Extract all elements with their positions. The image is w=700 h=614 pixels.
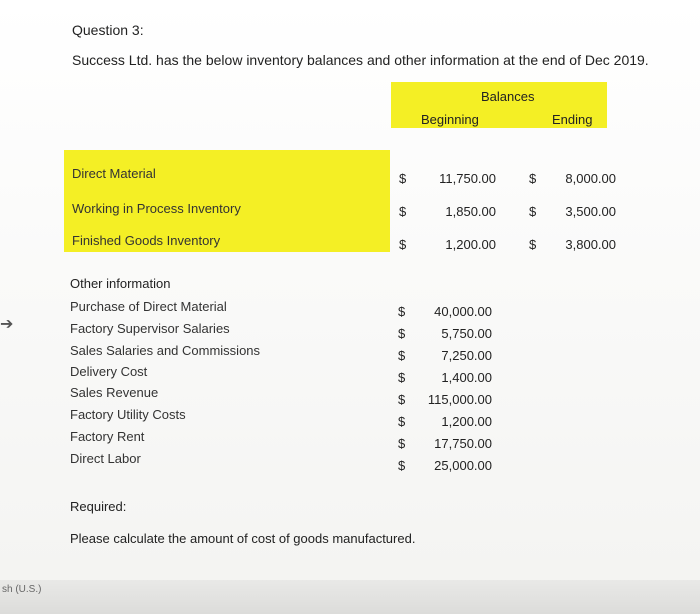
inventory-beginning-value: 11,750.00: [439, 171, 496, 186]
ending-heading: Ending: [552, 112, 593, 127]
inventory-currency-ending: $: [529, 204, 537, 219]
other-item-label: Direct Labor: [70, 451, 141, 466]
other-item-label: Sales Salaries and Commissions: [70, 343, 261, 358]
other-item-value: 25,000.00: [434, 458, 492, 473]
inventory-label-wip: Working in Process Inventory: [72, 201, 241, 216]
inventory-ending-value: 3,500.00: [565, 204, 616, 219]
inventory-label-finished-goods: Finished Goods Inventory: [72, 233, 221, 248]
other-item-label: Delivery Cost: [70, 364, 148, 379]
inventory-currency-beginning: $: [399, 237, 407, 252]
other-item-currency: $: [398, 458, 406, 473]
inventory-ending-value: 3,800.00: [565, 237, 616, 252]
other-item-value: 1,200.00: [441, 414, 492, 429]
other-item-currency: $: [398, 370, 406, 385]
other-item-value: 17,750.00: [434, 436, 492, 451]
other-item-value: 5,750.00: [441, 326, 492, 341]
other-item-currency: $: [398, 348, 406, 363]
other-item-label: Factory Utility Costs: [70, 407, 186, 422]
other-info-title: Other information: [70, 276, 171, 291]
required-title: Required:: [70, 499, 127, 514]
taskbar-strip: [0, 580, 700, 614]
inventory-beginning-value: 1,850.00: [445, 204, 496, 219]
other-item-value: 115,000.00: [427, 392, 492, 407]
other-item-currency: $: [398, 414, 406, 429]
question-title: Question 3:: [72, 22, 144, 38]
language-indicator: sh (U.S.): [2, 584, 42, 595]
other-item-label: Sales Revenue: [70, 385, 159, 400]
other-item-value: 40,000.00: [434, 304, 492, 319]
beginning-heading: Beginning: [421, 112, 479, 127]
inventory-currency-beginning: $: [399, 204, 407, 219]
inventory-currency-beginning: $: [399, 171, 407, 186]
inventory-currency-ending: $: [529, 171, 537, 186]
other-item-label: Factory Supervisor Salaries: [70, 321, 230, 336]
other-item-currency: $: [398, 326, 406, 341]
inventory-beginning-value: 1,200.00: [445, 237, 496, 252]
question-description: Success Ltd. has the below inventory balances and other information at the end of Dec 2019.: [72, 52, 649, 68]
other-item-value: 7,250.00: [441, 348, 492, 363]
other-item-label: Factory Rent: [70, 429, 145, 444]
other-item-value: 1,400.00: [441, 370, 492, 385]
other-item-currency: $: [398, 436, 406, 451]
other-item-currency: $: [398, 392, 406, 407]
balances-heading: Balances: [481, 89, 535, 104]
cursor-arrow-icon: ➔: [0, 316, 14, 333]
other-item-label: Purchase of Direct Material: [70, 299, 227, 314]
other-item-currency: $: [398, 304, 406, 319]
inventory-ending-value: 8,000.00: [565, 171, 616, 186]
inventory-label-direct-material: Direct Material: [72, 166, 156, 181]
inventory-currency-ending: $: [529, 237, 537, 252]
required-text: Please calculate the amount of cost of goods manufactured.: [70, 531, 416, 546]
